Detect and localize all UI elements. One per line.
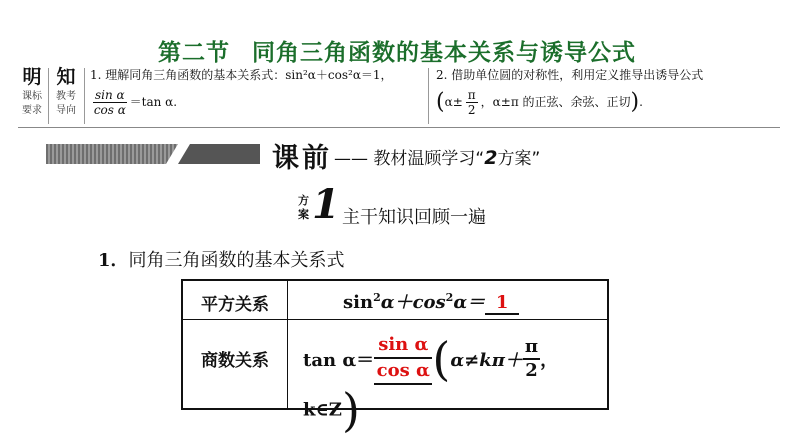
goal-1: 1. 理解同角三角函数的基本关系式：sin²α＋cos²α＝1， $\frac{\text{sin α}}{\text{cos α}}$ ＝tan α. [90,68,393,117]
section-title: 同角三角函数的基本关系与诱导公式 [252,40,636,66]
section-heading: 1．同角三角函数的基本关系式 [98,250,345,271]
quotient-relation-formula: tan α＝ $\frac{\text{sin α}}{\text{cos α}}$ (α≠kπ＋ $\frac{\pi}{2}$ ，k∈Z) [303,332,559,437]
divider [48,68,49,124]
banner-stripe-graphic [46,144,260,164]
page-title [0,34,794,67]
answer-fraction: $\frac{\text{sin α}}{\text{cos α}}$ [374,333,432,385]
table-row-label: 商数关系 [201,351,269,371]
header-rule [18,127,780,128]
banner-title: 课前 [272,143,332,174]
table-row-divider [183,319,607,320]
ming-badge: 明 课标 要求 [22,66,42,116]
banner-subtitle: —— 教材温顾学习“2方案” [334,147,541,169]
section-number: 第二节 [158,40,230,66]
goal-1-fraction: $\frac{\text{sin α}}{\text{cos α}}$ [93,88,126,117]
plan-number: 1 [312,181,340,228]
table-col-divider [287,281,288,408]
condition-fraction: $\frac{\pi}{2}$ [524,336,539,381]
square-relation-formula: $\sin^2\alpha+\cos^2\alpha= 1$ [343,288,519,315]
plan-title: 主干知识回顾一遍 [342,207,486,228]
goal-2-fraction: $\frac{\pi}{2}$ [467,88,476,117]
zhi-badge: 知 教考 导向 [56,66,76,116]
goal-2: 2. 借助单位圆的对称性，利用定义推导出诱导公式 (α± $\frac{\pi}{2}$ ，α±π 的正弦、余弦、正切). [436,68,704,117]
answer-blank: 1 [485,292,519,315]
divider [428,68,429,124]
plan-label: 方 案 [298,194,309,221]
divider [84,68,85,124]
learning-goals [18,66,780,126]
relations-table [181,279,609,437]
table-row-label: 平方关系 [201,295,269,315]
